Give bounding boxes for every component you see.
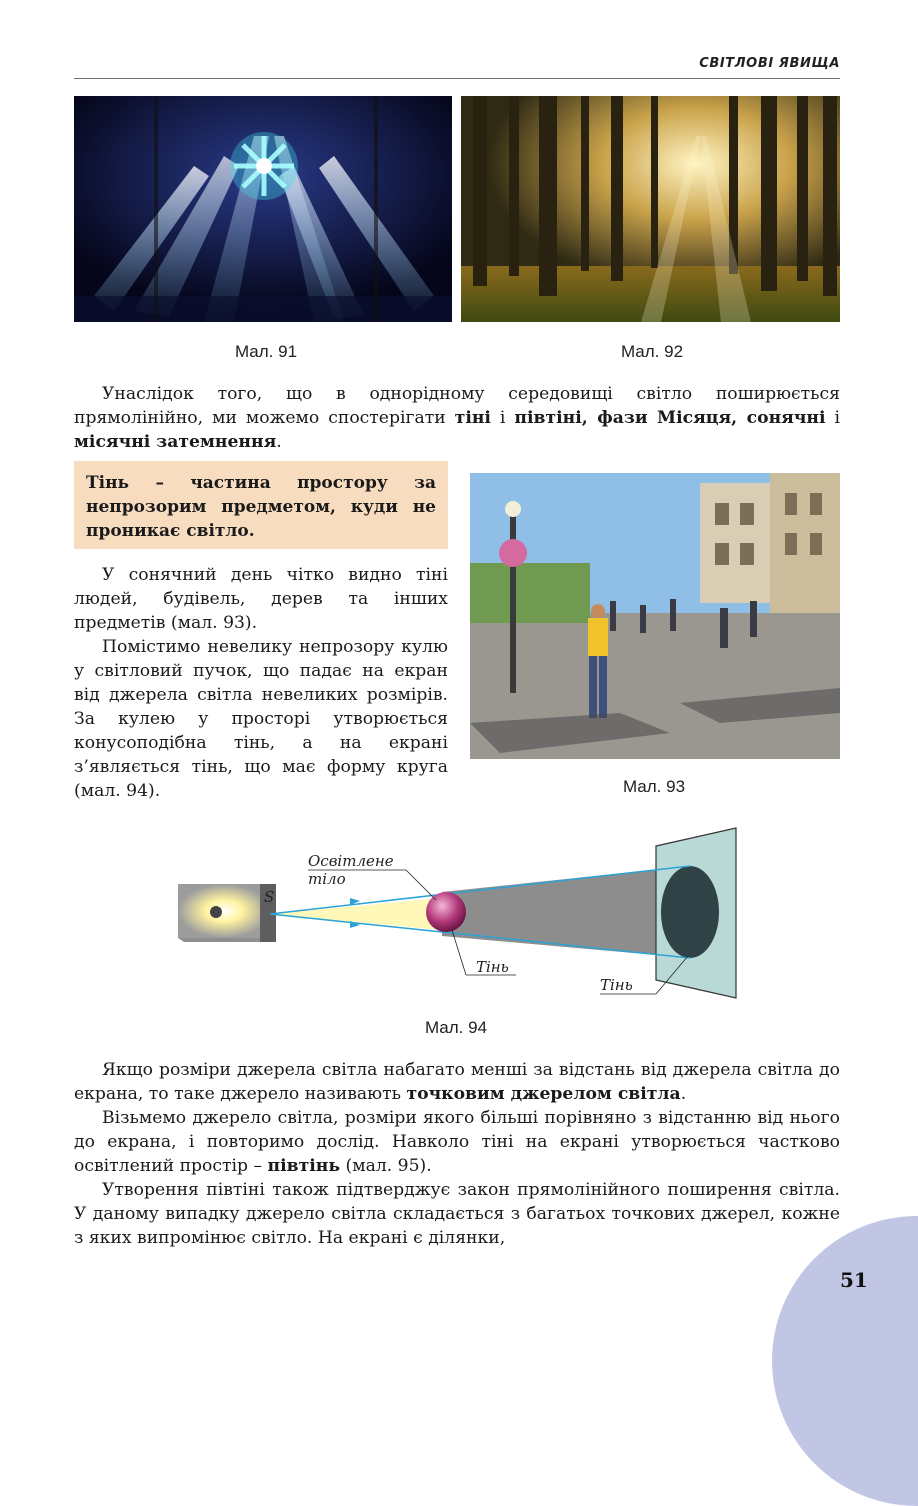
p1-term-penumbra: півтіні, фази Місяця, сонячні <box>514 408 826 428</box>
p4-term-point-source: точковим джерелом світла <box>406 1084 681 1104</box>
lit-body-label-2: тіло <box>308 870 346 888</box>
street-photo <box>470 473 840 759</box>
p4-text-c: . <box>680 1084 687 1104</box>
p1-term-eclipses: місячні затемнення <box>74 432 277 452</box>
p1-text-e: . <box>276 432 282 452</box>
figure-93-caption: Мал. 93 <box>622 777 686 796</box>
p5-text-a: Візьмемо джерело світла, розміри якого більші порівняно з відстанню від нього до екрана, і повторимо дослід. Навколо тіні на екрані утворюється частково освітлений простір – <box>74 1108 840 1176</box>
header-divider <box>74 78 840 79</box>
concert-lights-photo <box>74 96 452 322</box>
shadow-diagram <box>160 820 760 1010</box>
definition-box <box>74 461 448 549</box>
lit-body-label: Освітлене <box>308 852 394 870</box>
p5-term-penumbra: півтінь <box>267 1156 341 1176</box>
paragraph-experiment: Помістимо невелику непрозору кулю у світловий пучок, що падає на екран від джерела світла невеликих розмірів. За кулею у просторі утворюється конусоподібна тінь, а на екрані з’являється тінь, що має форму круга (мал. 94). <box>74 637 448 801</box>
page-number: 51 <box>840 1268 868 1292</box>
section-header: СВІТЛОВІ ЯВИЩА <box>699 56 840 71</box>
forest-photo <box>461 96 840 322</box>
figure-92-caption: Мал. 92 <box>620 342 684 361</box>
source-label: S <box>264 888 275 906</box>
figure-91-caption: Мал. 91 <box>234 342 298 361</box>
definition-text: Тінь – частина простору за непрозорим предметом, куди не проникає світло. <box>86 473 436 541</box>
figure-94-caption: Мал. 94 <box>424 1018 488 1037</box>
paragraph-penumbra-law: Утворення півтіні також підтверджує закон прямолінійного поширення світла. У даному випадку джерело світла складається з багатьох точкових джерел, кожне з яких випромінює світло. На екрані є ділянки, <box>74 1180 840 1248</box>
paragraph-intro <box>74 382 840 454</box>
paragraph-penumbra <box>74 1106 840 1178</box>
paragraph-point-source <box>74 1058 840 1106</box>
p1-text-d: і <box>825 408 841 428</box>
p1-text-a: Унаслідок того, що в однорідному середовищі світло поширюється прямолінійно, ми можемо спостерігати <box>74 384 840 428</box>
corner-decoration <box>772 1216 918 1506</box>
shadow-label-1: Тінь <box>476 958 509 976</box>
p1-text-c: і <box>490 408 515 428</box>
p1-term-shadows: тіні <box>454 408 491 428</box>
shadow-label-2: Тінь <box>600 976 633 994</box>
p4-text-a: Якщо розміри джерела світла набагато менші за відстань від джерела світла до екрана, то таке джерело називають <box>74 1060 840 1104</box>
p5-text-c: (мал. 95). <box>340 1156 432 1176</box>
paragraph-sunny-day: У сонячний день чітко видно тіні людей, будівель, дерев та інших предметів (мал. 93). <box>74 565 448 633</box>
